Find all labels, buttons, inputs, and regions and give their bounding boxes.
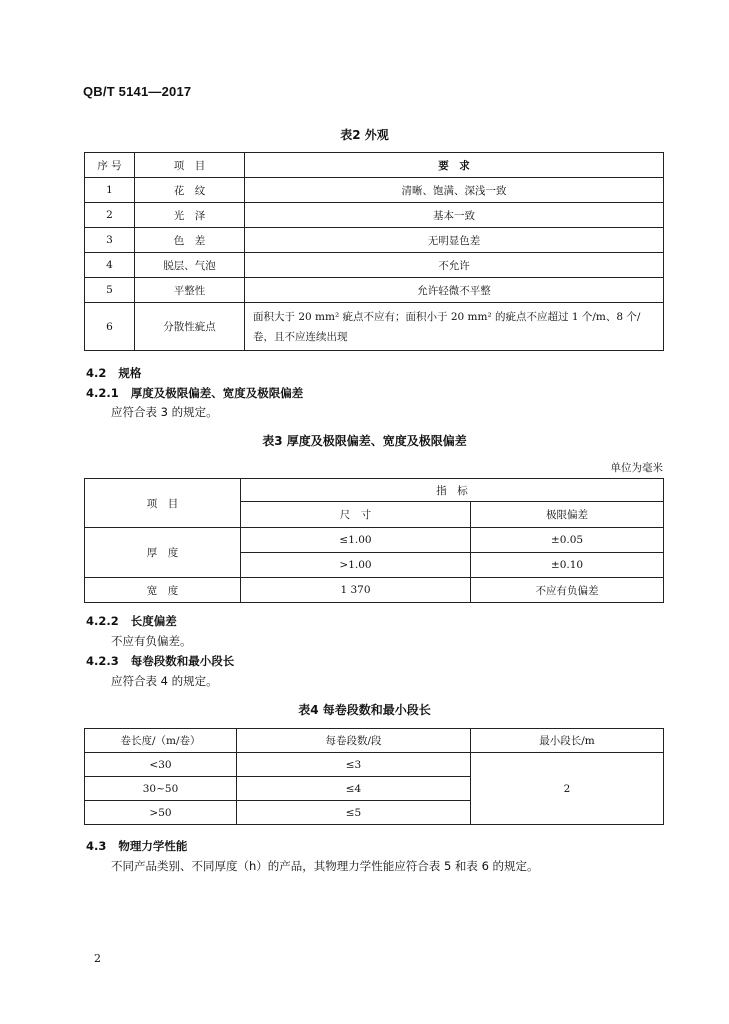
table-cell: 无明显色差 (245, 228, 664, 253)
section-4-2-1-heading (86, 385, 303, 401)
table-cell: 4 (85, 253, 135, 278)
section-number: 4.2.3 (86, 654, 119, 668)
table-header-row (85, 153, 664, 178)
table-cell: 允许轻微不平整 (245, 278, 664, 303)
section-title: 每卷段数和最小段长 (130, 654, 235, 668)
table-cell: 不允许 (245, 253, 664, 278)
table-row (85, 278, 664, 303)
section-4-2-2-heading (86, 613, 177, 629)
section-title: 规格 (118, 366, 142, 380)
table-cell: >1.00 (241, 553, 471, 578)
table-row (85, 753, 664, 777)
header-cell: 项 目 (135, 153, 245, 178)
table-4-caption: 表4 每卷段数和最小段长 (298, 703, 431, 717)
header-cell: 指 标 (241, 479, 664, 502)
table-3-unit: 单位为毫米 (610, 462, 663, 474)
page-number: 2 (94, 952, 101, 965)
header-cell: 要 求 (245, 153, 664, 178)
table-cell: 5 (85, 278, 135, 303)
section-4-2-heading (86, 365, 141, 381)
table-cell: 30~50 (85, 777, 237, 801)
table-cell: ≤5 (237, 801, 471, 825)
table-row (85, 528, 664, 553)
table-3-dimensions (84, 478, 664, 603)
table-cell: 面积大于 20 mm² 疵点不应有；面积小于 20 mm² 的疵点不应超过 1 个/m、8 个/卷，且不应连续出现 (245, 303, 664, 351)
header-cell: 最小段长/m (471, 729, 664, 753)
table-cell: ≤4 (237, 777, 471, 801)
table-2-caption: 表2 外观 (340, 128, 389, 142)
table-cell: 平整性 (135, 278, 245, 303)
table-cell: ≤1.00 (241, 528, 471, 553)
table-cell: 3 (85, 228, 135, 253)
table-cell: <30 (85, 753, 237, 777)
table-cell: 基本一致 (245, 203, 664, 228)
header-cell: 序 号 (85, 153, 135, 178)
table-3-caption: 表3 厚度及极限偏差、宽度及极限偏差 (262, 434, 467, 448)
table-cell: 色 差 (135, 228, 245, 253)
standard-code: QB/T 5141—2017 (83, 84, 192, 99)
table-cell: 脱层、气泡 (135, 253, 245, 278)
section-title: 厚度及极限偏差、宽度及极限偏差 (130, 386, 304, 400)
section-title: 物理力学性能 (118, 839, 188, 853)
table-row (85, 303, 664, 351)
table-4-segments (84, 728, 664, 825)
table-cell: 2 (85, 203, 135, 228)
table-cell: 1 370 (241, 578, 471, 603)
table-cell: 厚 度 (85, 528, 241, 578)
header-cell: 极限偏差 (471, 502, 664, 528)
table-cell: 花 纹 (135, 178, 245, 203)
table-cell: >50 (85, 801, 237, 825)
table-row (85, 178, 664, 203)
table-row (85, 228, 664, 253)
header-cell: 尺 寸 (241, 502, 471, 528)
section-4-2-3-text: 应符合表 4 的规定。 (111, 674, 218, 688)
section-title: 长度偏差 (130, 614, 177, 628)
table-cell: 清晰、饱满、深浅一致 (245, 178, 664, 203)
section-number: 4.2.2 (86, 614, 119, 628)
table-cell: 分散性疵点 (135, 303, 245, 351)
section-number: 4.2.1 (86, 386, 119, 400)
table-cell: 光 泽 (135, 203, 245, 228)
section-4-2-2-text: 不应有负偏差。 (111, 634, 192, 648)
table-cell: 宽 度 (85, 578, 241, 603)
header-cell: 卷长度/（m/卷） (85, 729, 237, 753)
table-cell: 6 (85, 303, 135, 351)
section-number: 4.3 (86, 839, 107, 853)
section-4-3-heading (86, 838, 187, 854)
table-cell: 不应有负偏差 (471, 578, 664, 603)
table-header-row (85, 729, 664, 753)
header-cell: 项 目 (85, 479, 241, 528)
table-cell: ±0.05 (471, 528, 664, 553)
table-row (85, 578, 664, 603)
section-4-2-1-text: 应符合表 3 的规定。 (111, 405, 218, 419)
table-cell: 2 (471, 753, 664, 825)
table-row (85, 253, 664, 278)
table-row (85, 203, 664, 228)
table-cell: ±0.10 (471, 553, 664, 578)
table-cell: 1 (85, 178, 135, 203)
table-cell: ≤3 (237, 753, 471, 777)
header-cell: 每卷段数/段 (237, 729, 471, 753)
table-2-appearance (84, 152, 664, 351)
section-number: 4.2 (86, 366, 107, 380)
section-4-3-text: 不同产品类别、不同厚度（h）的产品，其物理力学性能应符合表 5 和表 6 的规定。 (111, 859, 539, 873)
section-4-2-3-heading (86, 653, 234, 669)
